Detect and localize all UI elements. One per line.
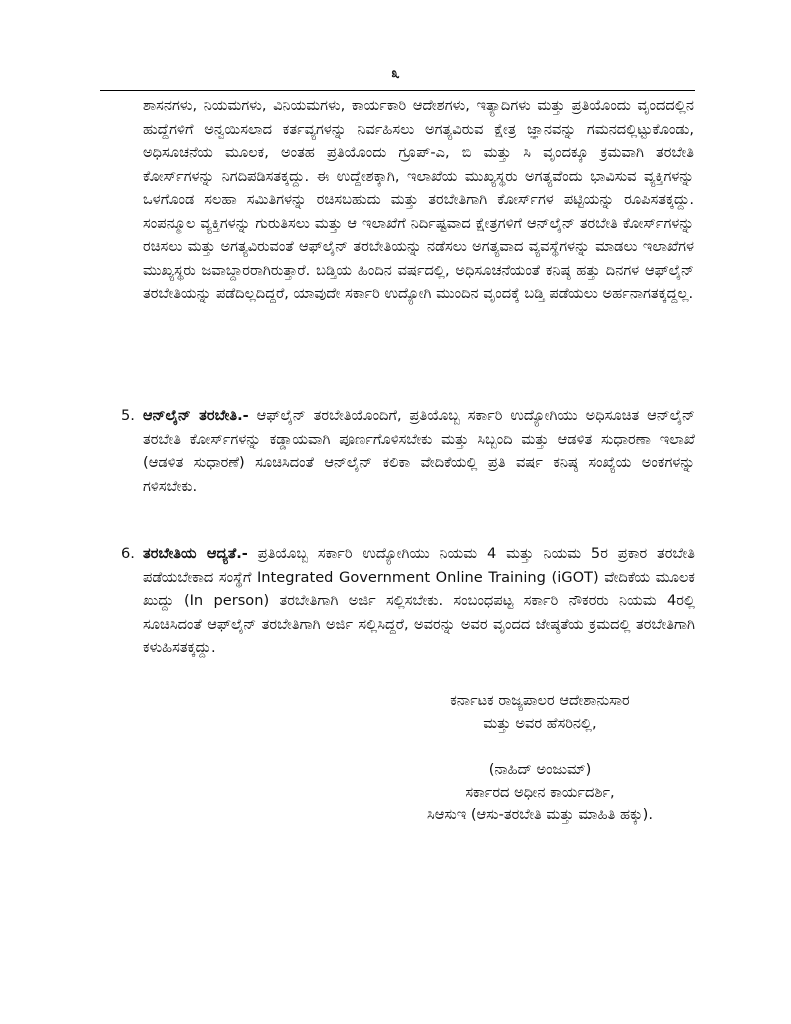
signatory-department: ಸಿಆಸುಇ (ಆಸು-ತರಬೇತಿ ಮತ್ತು ಮಾಹಿತಿ ಹಕ್ಕು). [426,806,654,823]
header-rule [100,90,695,91]
signatory-designation: ಸರ್ಕಾರದ ಅಧೀನ ಕಾರ್ಯದರ್ಶಿ, [465,783,615,801]
section-body [143,404,695,498]
section-body [143,542,695,660]
section-online-training [121,404,695,498]
signatory-name: (ನಾಹಿದ್ ಅಂಜುಮ್) [488,761,592,778]
signature-order-line: ಕರ್ನಾಟಕ ರಾಜ್ಯಪಾಲರ ಆದೇಶಾನುಸಾರ [450,692,630,709]
signature-name-line: ಮತ್ತು ಅವರ ಹೆಸರಿನಲ್ಲಿ, [483,714,597,732]
page-number: ೩ [391,64,400,82]
section-text: ಆಫ್‌ಲೈನ್ ತರಬೇತಿಯೊಂದಿಗೆ, ಪ್ರತಿಯೊಬ್ಬ ಸರ್ಕಾರಿ ಉದ್ಯೋಗಿಯು ಅಧಿಸೂಚಿತ ಆನ್‌ಲೈನ್ ತರಬೇತಿ ಕೋರ್ಸ್‌ಗಳನ್ನು ಕಡ್ಡಾಯವಾಗಿ ಪೂರ್ಣಗೊಳಿಸಬೇಕು ಮತ್ತು ಸಿಬ್ಬಂದಿ ಮತ್ತು ಆಡಳಿತ ಸುಧಾರಣಾ ಇಲಾಖೆ (ಆಡಳಿತ ಸುಧಾರಣೆ) ಸೂಚಿಸಿದಂತೆ ಆನ್‌ಲೈನ್ ಕಲಿಕಾ ವೇದಿಕೆಯಲ್ಲಿ ಪ್ರತಿ ವರ್ಷ ಕನಿಷ್ಠ ಸಂಖ್ಯೆಯ ಅಂಕಗಳನ್ನು ಗಳಿಸಬೇಕು. [143,407,695,495]
section-text: ಪ್ರತಿಯೊಬ್ಬ ಸರ್ಕಾರಿ ಉದ್ಯೋಗಿಯು ನಿಯಮ 4 ಮತ್ತು ನಿಯಮ 5ರ ಪ್ರಕಾರ ತರಬೇತಿ ಪಡೆಯಬೇಕಾದ ಸಂಸ್ಥೆಗೆ Integrated Government Online Training (iGOT) ವೇದಿಕೆಯ ಮೂಲಕ ಖುದ್ದು (In person) ತರಬೇತಿಗಾಗಿ ಅರ್ಜಿ ಸಲ್ಲಿಸಬೇಕು. ಸಂಬಂಧಪಟ್ಟ ಸರ್ಕಾರಿ ನೌಕರರು ನಿಯಮ 4ರಲ್ಲಿ ಸೂಚಿಸಿದಂತೆ ಆಫ್‌ಲೈನ್ ತರಬೇತಿಗಾಗಿ ಅರ್ಜಿ ಸಲ್ಲಿಸಿದ್ದರೆ, ಅವರನ್ನು ಅವರ ವೃಂದದ ಜೇಷ್ಠತೆಯ ಕ್ರಮದಲ್ಲಿ ತರಬೇತಿಗಾಗಿ ಕಳುಹಿಸತಕ್ಕದ್ದು. [143,545,695,656]
section-number: 6. [121,545,135,562]
section-number: 5. [121,407,135,424]
intro-paragraph: ಶಾಸನಗಳು, ನಿಯಮಗಳು, ವಿನಿಯಮಗಳು, ಕಾರ್ಯಕಾರಿ ಆದೇಶಗಳು, ಇತ್ಯಾದಿಗಳು ಮತ್ತು ಪ್ರತಿಯೊಂದು ವೃಂದದಲ್ಲಿನ ಹುದ್ದೆಗಳಿಗೆ ಅನ್ವಯಿಸಲಾದ ಕರ್ತವ್ಯಗಳನ್ನು ನಿರ್ವಹಿಸಲು ಅಗತ್ಯವಿರುವ ಕ್ಷೇತ್ರ ಜ್ಞಾನವನ್ನು ಗಮನದಲ್ಲಿಟ್ಟುಕೊಂಡು, ಅಧಿಸೂಚನೆಯ ಮೂಲಕ, ಅಂತಹ ಪ್ರತಿಯೊಂದು ಗ್ರೂಪ್-ಎ, ಬಿ ಮತ್ತು ಸಿ ವೃಂದಕ್ಕೂ ಕ್ರಮವಾಗಿ ತರಬೇತಿ ಕೋರ್ಸ್‌ಗಳನ್ನು ನಿಗದಿಪಡಿಸತಕ್ಕದ್ದು. ಈ ಉದ್ದೇಶಕ್ಕಾಗಿ, ಇಲಾಖೆಯ ಮುಖ್ಯಸ್ಥರು ಅಗತ್ಯವೆಂದು ಭಾವಿಸುವ ವ್ಯಕ್ತಿಗಳನ್ನು ಒಳಗೊಂಡ ಸಲಹಾ ಸಮಿತಿಗಳನ್ನು ರಚಿಸಬಹುದು ಮತ್ತು ತರಬೇತಿಗಾಗಿ ಕೋರ್ಸ್‌ಗಳ ಪಟ್ಟಿಯನ್ನು ರೂಪಿಸತಕ್ಕದ್ದು. ಸಂಪನ್ಮೂಲ ವ್ಯಕ್ತಿಗಳನ್ನು ಗುರುತಿಸಲು ಮತ್ತು ಆ ಇಲಾಖೆಗೆ ನಿರ್ದಿಷ್ಟವಾದ ಕ್ಷೇತ್ರಗಳಿಗೆ ಆನ್‌ಲೈನ್ ತರಬೇತಿ ಕೋರ್ಸ್‌ಗಳನ್ನು ರಚಿಸಲು ಮತ್ತು ಅಗತ್ಯವಿರುವಂತೆ ಆಫ್‌ಲೈನ್ ತರಬೇತಿಯನ್ನು ನಡೆಸಲು ಅಗತ್ಯವಾದ ವ್ಯವಸ್ಥೆಗಳನ್ನು ಮಾಡಲು ಇಲಾಖೆಗಳ ಮುಖ್ಯಸ್ಥರು ಜವಾಬ್ದಾರರಾಗಿರುತ್ತಾರೆ. ಬಡ್ತಿಯ ಹಿಂದಿನ ವರ್ಷದಲ್ಲಿ, ಅಧಿಸೂಚನೆಯಂತೆ ಕನಿಷ್ಠ ಹತ್ತು ದಿನಗಳ ಆಫ್‌ಲೈನ್ ತರಬೇತಿಯನ್ನು ಪಡೆದಿಲ್ಲದಿದ್ದರೆ, ಯಾವುದೇ ಸರ್ಕಾರಿ ಉದ್ಯೋಗಿ ಮುಂದಿನ ವೃಂದಕ್ಕೆ ಬಡ್ತಿ ಪಡೆಯಲು ಅರ್ಹನಾಗತಕ್ಕದ್ದಲ್ಲ. [143,97,694,302]
signature-spacer [340,735,740,759]
signature-block [340,690,740,827]
section-training-priority [121,542,695,660]
section-heading: ತರಬೇತಿಯ ಆದ್ಯತೆ.- [143,545,248,562]
section-heading: ಆನ್‌ಲೈನ್ ತರಬೇತಿ.- [143,407,249,424]
